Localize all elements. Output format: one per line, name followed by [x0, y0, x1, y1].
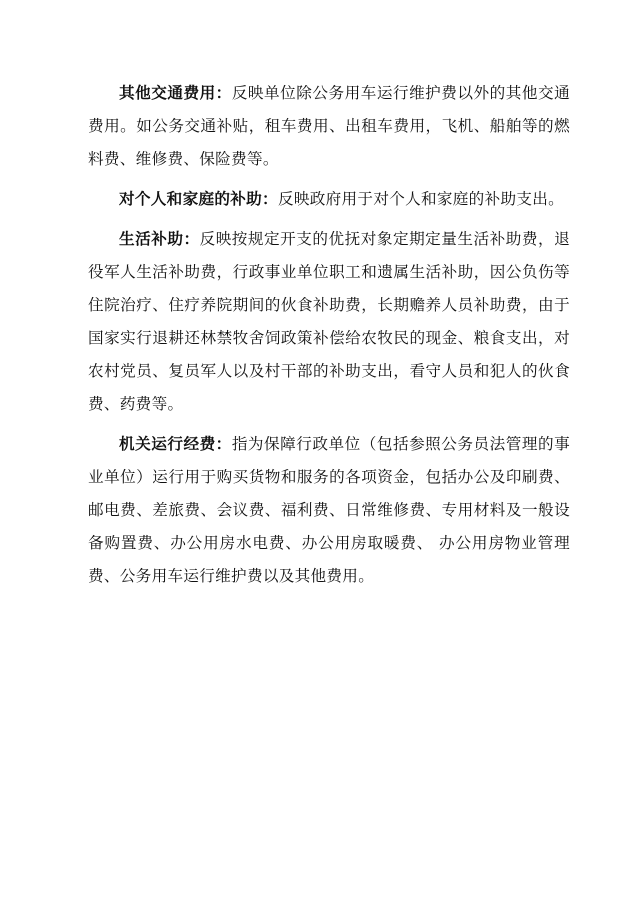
definition-living-subsidy: 反映按规定开支的优抚对象定期定量生活补助费，退役军人生活补助费，行政事业单位职工和遗属生活补助，因公负伤等住院治疗、住疗养院期间的伙食补助费，长期赡养人员补助费，由于国家实行退耕还林禁牧舍饲政策补偿给农牧民的现金、粮食支出，对农村党员、复员军人以及村干部的补助支出，看守人员和犯人的伙食费、药费等。	[88, 230, 570, 413]
definition-individual-family-subsidy: 反映政府用于对个人和家庭的补助支出。	[277, 190, 565, 208]
paragraph-individual-family-subsidy	[88, 182, 570, 216]
paragraph-other-transport-costs	[88, 76, 570, 176]
term-agency-operating-funds: 机关运行经费：	[119, 434, 232, 453]
term-other-transport-costs: 其他交通费用：	[119, 83, 232, 102]
definition-agency-operating-funds: 指为保障行政单位（包括参照公务员法管理的事业单位）运行用于购买货物和服务的各项资金，包括办公及印刷费、邮电费、差旅费、会议费、福利费、日常维修费、专用材料及一般设备购置费、办公用房水电费、办公用房取暖费、 办公用房物业管理费、公务用车运行维护费以及其他费用。	[88, 435, 570, 585]
term-individual-family-subsidy: 对个人和家庭的补助：	[119, 189, 278, 208]
definition-other-transport-costs: 反映单位除公务用车运行维护费以外的其他交通费用。如公务交通补贴，租车费用、出租车费用，飞机、船舶等的燃料费、维修费、保险费等。	[88, 84, 570, 168]
term-living-subsidy: 生活补助：	[119, 229, 200, 248]
paragraph-agency-operating-funds	[88, 427, 570, 593]
document-body	[88, 76, 570, 599]
paragraph-living-subsidy	[88, 222, 570, 421]
